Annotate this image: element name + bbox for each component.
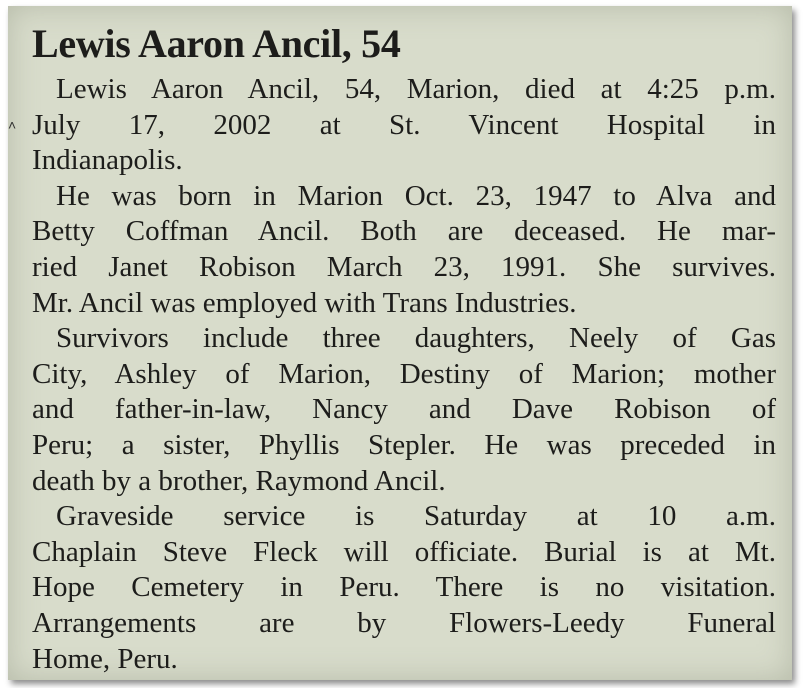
text-line: Home, Peru.: [32, 642, 178, 675]
paragraph-death-notice: [32, 72, 776, 179]
text-line: Survivors include three daughters, Neely of Gas: [56, 322, 776, 355]
text-line: Graveside service is Saturday at 10 a.m.: [56, 500, 776, 533]
text-line: ried Janet Robison March 23, 1991. She survives.: [32, 250, 776, 283]
newspaper-clipping: [8, 6, 792, 680]
margin-mark: ˄: [8, 117, 17, 133]
obituary-headline: Lewis Aaron Ancil, 54: [32, 21, 401, 66]
text-line: Indianapolis.: [32, 144, 183, 177]
obituary-body: [32, 72, 776, 677]
paragraph-survivors: [32, 321, 776, 499]
text-line: Mr. Ancil was employed with Trans Industries.: [32, 286, 577, 319]
text-line: Peru; a sister, Phyllis Stepler. He was preceded in: [32, 428, 776, 461]
text-line: Arrangements are by Flowers-Leedy Funeral: [32, 606, 776, 639]
text-line: City, Ashley of Marion, Destiny of Marion; mother: [32, 357, 776, 390]
text-line: He was born in Marion Oct. 23, 1947 to Alva and: [56, 179, 776, 212]
text-line: Lewis Aaron Ancil, 54, Marion, died at 4:25 p.m.: [56, 73, 776, 105]
paragraph-services: [32, 499, 776, 677]
paragraph-biography: [32, 179, 776, 321]
text-line: Chaplain Steve Fleck will officiate. Burial is at Mt.: [32, 535, 776, 568]
text-line: Hope Cemetery in Peru. There is no visitation.: [32, 571, 776, 604]
text-line: Betty Coffman Ancil. Both are deceased. He mar-: [32, 215, 776, 248]
text-line: July 17, 2002 at St. Vincent Hospital in: [32, 108, 776, 141]
text-line: and father-in-law, Nancy and Dave Robison of: [32, 393, 776, 426]
text-line: death by a brother, Raymond Ancil.: [32, 464, 446, 497]
